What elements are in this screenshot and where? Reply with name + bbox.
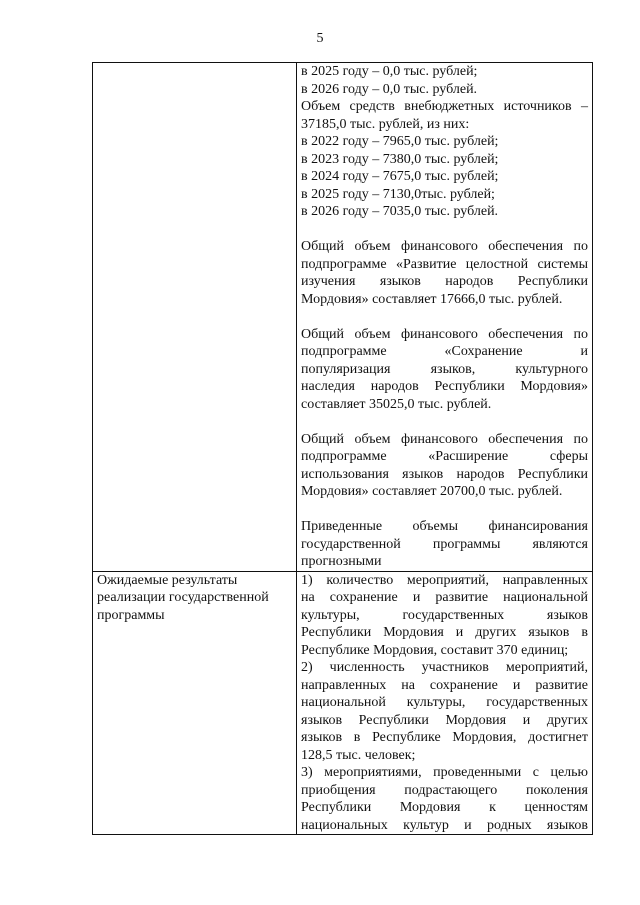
text-line: культуры, государственных языков (301, 607, 588, 623)
paragraph-subprogram-2 (301, 326, 588, 414)
text-line: Республики Мордовия и других языков в (301, 625, 588, 640)
text-line: наследия народов Республики Мордовия» (301, 379, 588, 394)
text-line: в 2025 году – 7130,0тыс. рублей; (301, 186, 495, 202)
text-line: Общий объем финансового обеспечения по (301, 326, 588, 342)
text-line: использования языков народов Республики (301, 466, 588, 482)
text-line: прогнозными (301, 554, 382, 569)
text-line: в 2024 году – 7675,0 тыс. рублей; (301, 169, 499, 184)
text-line: в 2026 году – 0,0 тыс. рублей. (301, 81, 478, 97)
text-line: 37185,0 тыс. рублей, из них: (301, 116, 470, 132)
financing-cell (297, 63, 593, 572)
text-line: направленных на сохранение и развитие (301, 677, 588, 693)
row-label-line: программы (97, 607, 165, 623)
text-line: национальных культур и родных языков (301, 817, 588, 833)
paragraph-forecast-note (301, 518, 588, 571)
row-label-cell (93, 63, 297, 572)
text-line: подпрограмме «Сохранение и (301, 344, 588, 359)
text-line: Общий объем финансового обеспечения по (301, 431, 588, 447)
row-label-cell (93, 571, 297, 835)
text-line: популяризация языков, культурного (301, 361, 588, 377)
text-line: в 2023 году – 7380,0 тыс. рублей; (301, 151, 499, 167)
program-passport-table (92, 62, 593, 835)
text-line: в 2025 году – 0,0 тыс. рублей; (301, 64, 478, 79)
table-row (93, 63, 593, 572)
table-row (93, 571, 593, 835)
text-line: Приведенные объемы финансирования (301, 519, 588, 534)
row-label-line: реализации государственной (97, 590, 269, 605)
text-line: 128,5 тыс. человек; (301, 747, 416, 763)
text-line: языков в Республике Мордовия, достигнет (301, 730, 588, 745)
text-line: изучения языков народов Республики (301, 274, 588, 289)
text-line: национальной культуры, государственных (301, 695, 588, 710)
text-line: приобщения подрастающего поколения (301, 782, 588, 798)
text-line: в 2026 году – 7035,0 тыс. рублей. (301, 204, 499, 219)
text-line: Общий объем финансового обеспечения по (301, 239, 588, 254)
row-label-line: Ожидаемые результаты (97, 572, 238, 588)
text-line: 2) численность участников мероприятий, (301, 660, 588, 675)
text-line: составляет 35025,0 тыс. рублей. (301, 396, 492, 412)
text-line: Мордовия» составляет 20700,0 тыс. рублей. (301, 484, 563, 499)
paragraph-subprogram-1 (301, 238, 588, 308)
text-line: Объем средств внебюджетных источников – (301, 99, 588, 114)
page-number: 5 (316, 31, 324, 46)
text-line: Мордовия» составляет 17666,0 тыс. рублей. (301, 291, 563, 307)
text-line: в 2022 году – 7965,0 тыс. рублей; (301, 134, 499, 149)
text-line: языков Республики Мордовия и других (301, 712, 588, 728)
paragraph-subprogram-3 (301, 431, 588, 501)
text-line: государственной программы являются (301, 536, 588, 552)
text-line: Республики Мордовия к ценностям (301, 800, 588, 815)
text-line: подпрограмме «Развитие целостной системы (301, 256, 588, 272)
text-line: Республике Мордовия, составит 370 единиц; (301, 642, 569, 658)
text-line: подпрограмме «Расширение сферы (301, 449, 588, 464)
expected-results-cell (297, 571, 593, 835)
text-line: 3) мероприятиями, проведенными с целью (301, 765, 588, 780)
text-line: 1) количество мероприятий, направленных (301, 572, 588, 588)
text-line: на сохранение и развитие национальной (301, 590, 588, 605)
